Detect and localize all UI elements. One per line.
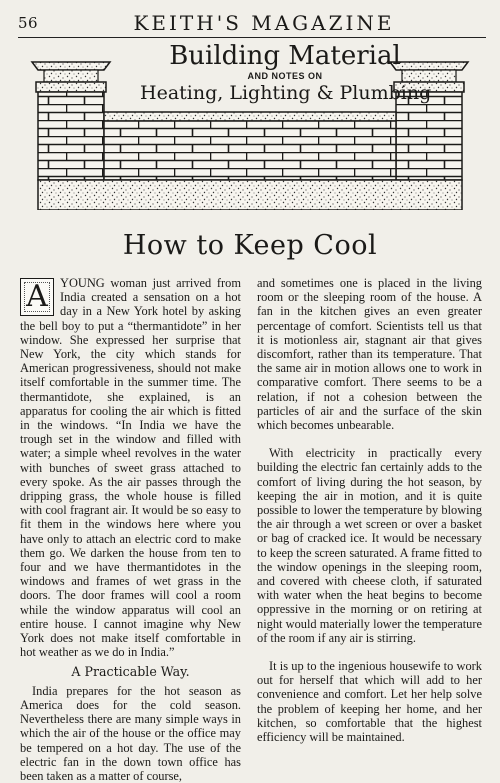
section-heading: A Practicable Way.: [71, 664, 190, 680]
article-column-left: [20, 276, 241, 783]
brick-wall-banner: [30, 40, 470, 210]
article-paragraph: India prepares for the hot season as America does for the cold season. Nevertheless there are many simple ways in which the air of the house or the office may be tempered on a hot day. The use of the electric fan in the down town office has been taken as a matter of course,: [20, 683, 241, 783]
magazine-title: KEITH'S MAGAZINE: [133, 11, 395, 35]
article-paragraph: With electricity in practically every building the electric fan certainly adds to the comfort of living during the hot season, by keeping the air in motion, and it is quite possible to lower the temperature by blowing the air through a wet screen or over a basket or bag of cracked ice. It would be necessary to keep the screen saturated. A frame fitted to the window openings in the sleeping room, and covered with cheese cloth, if saturated with water when the heat begins to become oppressive in the morning or on retiring at night would materially lower the temperature of the room if any air is stirring.: [257, 446, 482, 645]
drop-cap-letter: A: [26, 279, 48, 314]
article-paragraph: and sometimes one is placed in the living room or the sleeping room of the house. A fan in the kitchen gives an even greater percentage of comfort. Scientists tell us that it is motionless air, stagnant air that gives discomfort, rather than its temperature. That the same air in motion allows one to work in comparative comfort. There seems to be a relation, if not a cohesion between the particles of air and the surface of the skin which becomes unbearable.: [257, 276, 482, 433]
header-rule: [18, 37, 486, 38]
page-number: 56: [18, 14, 39, 32]
drop-cap: [20, 278, 54, 316]
banner-subtitle: Heating, Lighting & Plumbing: [140, 82, 432, 104]
banner-subtitle-small: AND NOTES ON: [247, 71, 323, 81]
article-title: How to Keep Cool: [122, 230, 378, 261]
article-paragraph: YOUNG woman just arrived from India created a sensation on a hot day in a New York hotel by asking the bell boy to put a “thermantidote” in her window. She expressed her surprise that New York, the city which stands for American progressiveness, should not make itself comfortable in the summer time. The thermantidote, she explained, is an apparatus for cooling the air which is fitted in the windows. “In India we have the trough set in the window and filled with water; a simple wheel revolves in the water with bunches of sweet grass attached to every spoke. As the air passes through the dripping grass, the whole house is filled with cool fragrant air. It would be so easy to fit them in the windows here where you have only to attach an electric cord to make them go. We darken the house from ten to four and we have thermantidotes in the windows and frames of wet grass in the doors. The door frames will cool a room while the window apparatus will cool an entire house. I cannot imagine why New York does not make itself comfortable in hot weather as we do in India.”: [20, 276, 241, 660]
article-paragraph: It is up to the ingenious housewife to work out for herself that which will add to her convenience and comfort. Let her help solve the problem of keeping her home, and her kitchen, so comfortable that the highest efficiency will be maintained.: [257, 659, 482, 745]
banner-text: [140, 40, 430, 105]
banner-title: Building Material: [169, 41, 401, 71]
article-column-right: [257, 276, 482, 744]
